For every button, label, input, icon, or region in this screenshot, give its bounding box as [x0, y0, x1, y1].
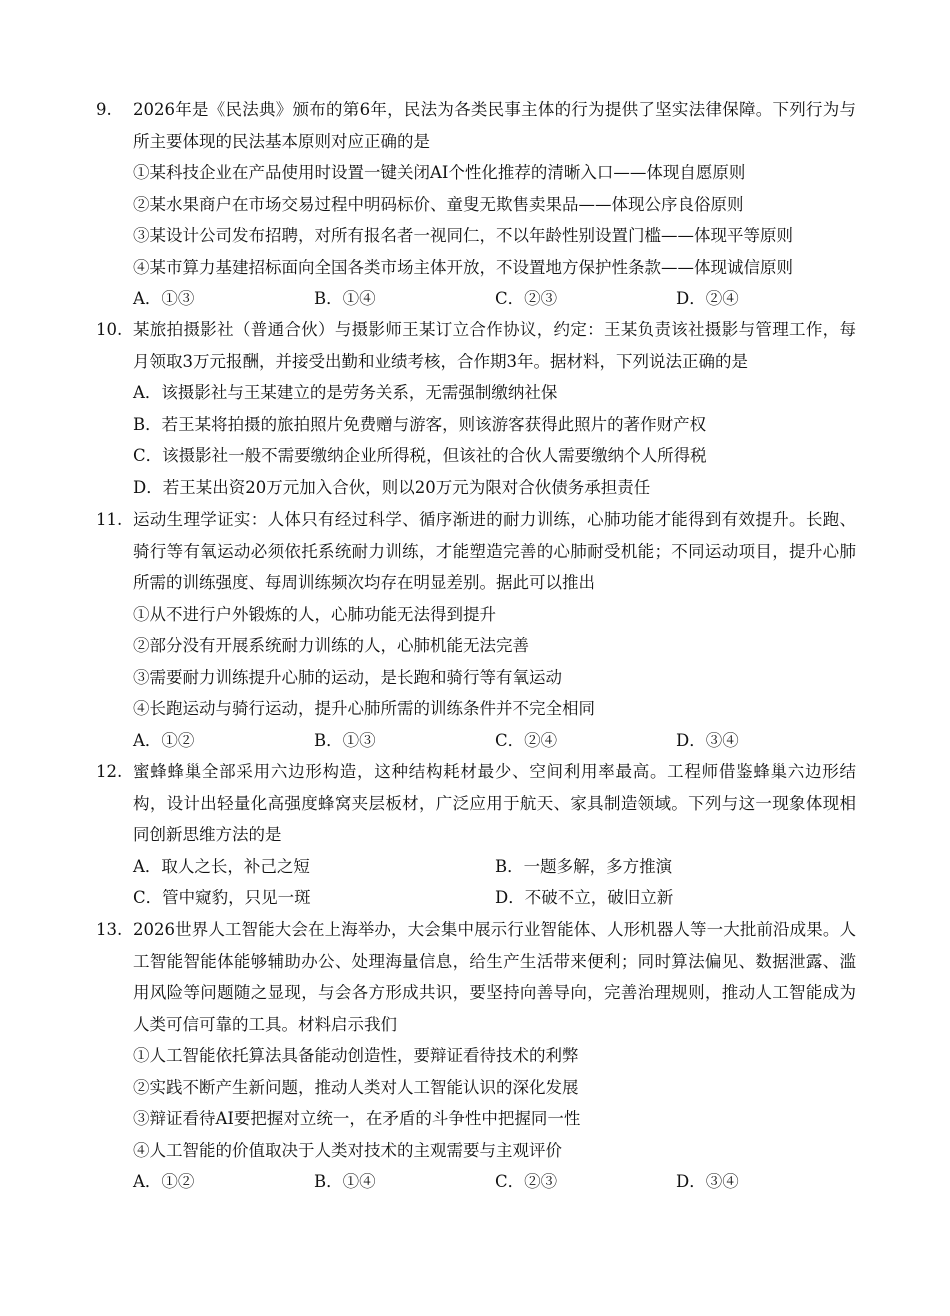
option-d[interactable]: D．③④	[676, 730, 739, 750]
answer-options	[133, 1166, 856, 1198]
option-c[interactable]: C．②④	[495, 730, 558, 750]
statement-item: ③辩证看待AI要把握对立统一，在矛盾的斗争性中把握同一性	[133, 1109, 581, 1128]
question-stem: 2026年是《民法典》颁布的第6年，民法为各类民事主体的行为提供了坚实法律保障。下列行为与所主要体现的民法基本原则对应正确的是	[133, 100, 856, 151]
question-number: 12.	[96, 762, 123, 781]
option-a[interactable]: A．①②	[133, 730, 195, 750]
statement-item: ①从不进行户外锻炼的人，心肺功能无法得到提升	[133, 604, 496, 624]
answer-options	[133, 725, 856, 757]
statement-item: ②部分没有开展系统耐力训练的人，心肺机能无法完善	[133, 636, 529, 655]
option-b[interactable]: B．若王某将拍摄的旅拍照片免费赠与游客，则该游客获得此照片的著作财产权	[133, 414, 707, 434]
option-c[interactable]: C．②③	[495, 289, 558, 308]
question-stem: 运动生理学证实：人体只有经过科学、循序渐进的耐力训练，心肺功能才能得到有效提升。长跑、骑行等有氧运动必须依托系统耐力训练，才能塑造完善的心肺耐受机能；不同运动项目，提升心肺所需的训练强度、每周训练频次均存在明显差别。据此可以推出	[133, 510, 856, 592]
question-12	[96, 756, 856, 914]
option-d[interactable]: D．若王某出资20万元加入合伙，则以20万元为限对合伙债务承担责任	[133, 477, 651, 497]
option-a[interactable]: A．该摄影社与王某建立的是劳务关系，无需强制缴纳社保	[133, 383, 558, 402]
question-number: 10.	[96, 320, 123, 339]
answer-options	[133, 283, 856, 315]
question-9	[96, 94, 856, 315]
option-b[interactable]: B．①④	[314, 289, 376, 308]
option-a[interactable]: A．①③	[133, 289, 195, 308]
question-number: 9.	[96, 100, 112, 119]
question-stem: 某旅拍摄影社（普通合伙）与摄影师王某订立合作协议，约定：王某负责该社摄影与管理工作，每月领取3万元报酬，并接受出勤和业绩考核，合作期3年。据材料，下列说法正确的是	[133, 320, 856, 371]
question-stem: 蜜蜂蜂巢全部采用六边形构造，这种结构耗材最少、空间利用率最高。工程师借鉴蜂巢六边形结构，设计出轻量化高强度蜂窝夹层板材，广泛应用于航天、家具制造领域。下列与这一现象体现相同创新思维方法的是	[133, 762, 856, 844]
question-number: 11.	[96, 510, 123, 529]
option-d[interactable]: D．②④	[676, 289, 739, 308]
answer-options-row-2	[133, 882, 856, 914]
option-b[interactable]: B．①③	[314, 730, 376, 750]
statement-item: ①人工智能依托算法具备能动创造性，要辩证看待技术的利弊	[133, 1046, 579, 1065]
statement-item: ②某水果商户在市场交易过程中明码标价、童叟无欺售卖果品——体现公序良俗原则	[133, 194, 744, 214]
option-a[interactable]: A．①②	[133, 1172, 195, 1191]
statement-item: ④长跑运动与骑行运动，提升心肺所需的训练条件并不完全相同	[133, 699, 595, 718]
statement-item: ③需要耐力训练提升心肺的运动，是长跑和骑行等有氧运动	[133, 667, 562, 687]
statement-item: ④某市算力基建招标面向全国各类市场主体开放，不设置地方保护性条款——体现诚信原则	[133, 257, 793, 277]
option-c[interactable]: C．管中窥豹，只见一斑	[133, 888, 311, 907]
option-d[interactable]: D．不破不立，破旧立新	[495, 888, 674, 907]
question-10	[96, 314, 856, 503]
question-number: 13.	[96, 920, 123, 939]
answer-options-row-1	[133, 851, 856, 883]
statement-item: ④人工智能的价值取决于人类对技术的主观需要与主观评价	[133, 1140, 562, 1160]
statement-item: ①某科技企业在产品使用时设置一键关闭AI个性化推荐的清晰入口——体现自愿原则	[133, 163, 746, 182]
question-stem: 2026世界人工智能大会在上海举办，大会集中展示行业智能体、人形机器人等一大批前沿成果。人工智能智能体能够辅助办公、处理海量信息，给生产生活带来便利；同时算法偏见、数据泄露、滥用风险等问题随之显现，与会各方形成共识，要坚持向善导向，完善治理规则，推动人工智能成为人类可信可靠的工具。材料启示我们	[133, 920, 856, 1034]
option-d[interactable]: D．③④	[676, 1172, 739, 1191]
question-11	[96, 504, 856, 756]
option-c[interactable]: C．该摄影社一般不需要缴纳企业所得税，但该社的合伙人需要缴纳个人所得税	[133, 446, 707, 465]
option-b[interactable]: B．①④	[314, 1172, 376, 1191]
question-13	[96, 914, 856, 1198]
statement-item: ②实践不断产生新问题，推动人类对人工智能认识的深化发展	[133, 1077, 579, 1097]
statement-item: ③某设计公司发布招聘，对所有报名者一视同仁，不以年龄性别设置门槛——体现平等原则	[133, 226, 793, 245]
option-b[interactable]: B．一题多解，多方推演	[495, 856, 673, 876]
option-c[interactable]: C．②③	[495, 1172, 558, 1191]
option-a[interactable]: A．取人之长，补己之短	[133, 856, 310, 876]
